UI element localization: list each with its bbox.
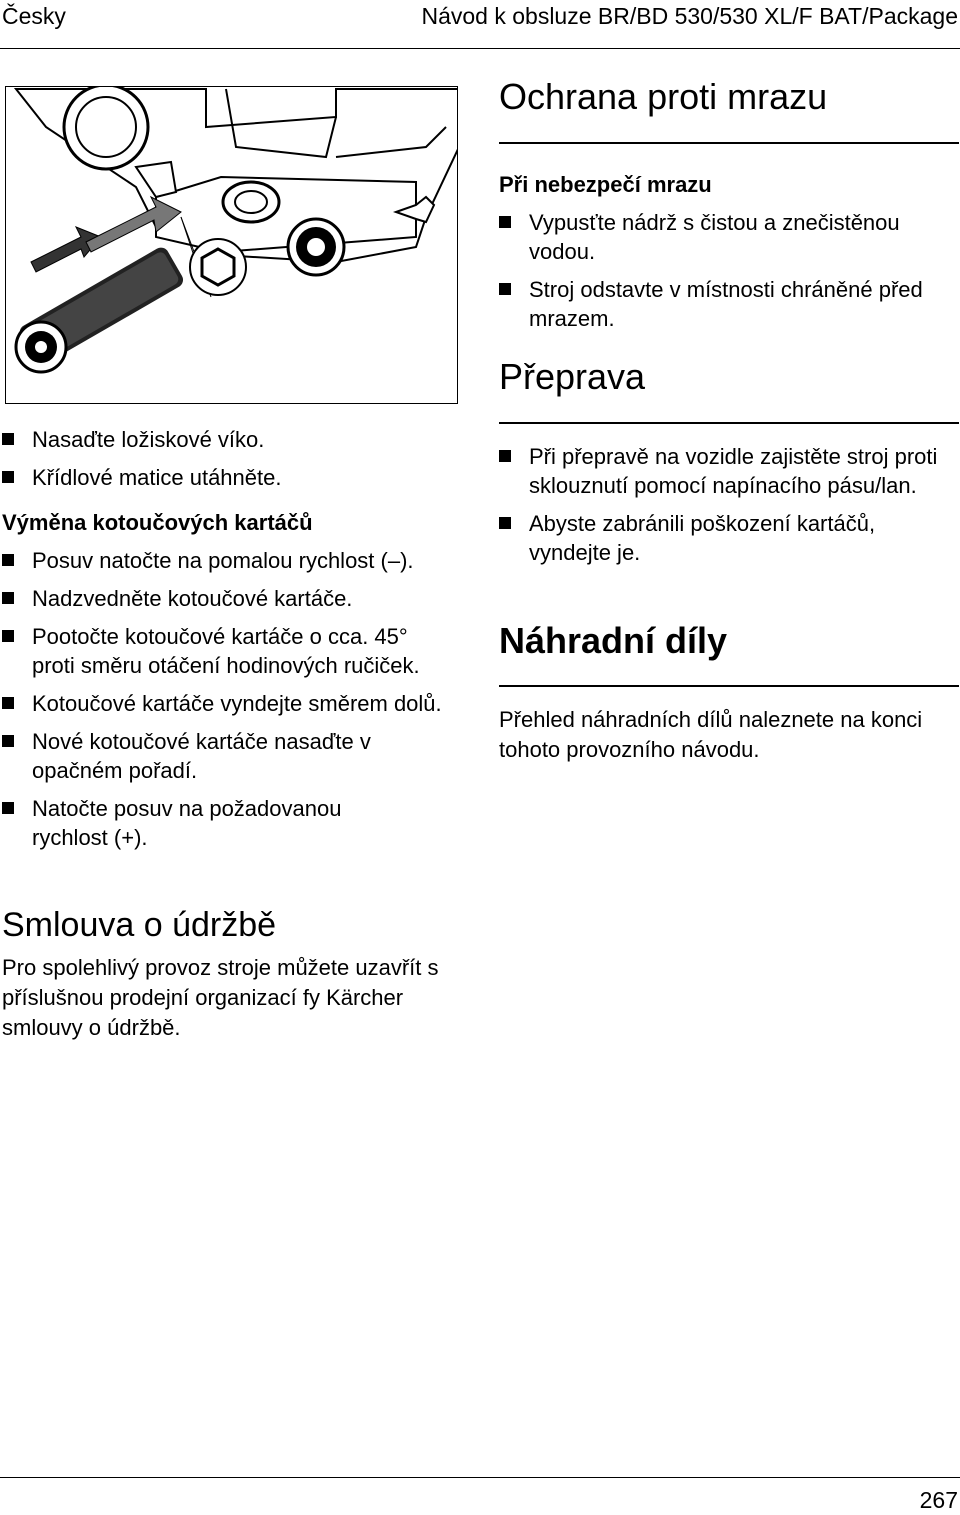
bullet-square-icon [499, 450, 511, 462]
frost-steps-list [499, 208, 959, 342]
list-item: Abyste zabránili poškození kartáčů, vyndejte je. [499, 509, 959, 567]
bullet-square-icon [2, 697, 14, 709]
list-item: Pootočte kotoučové kartáče o cca. 45° proti směru otáčení hodinových ručiček. [2, 622, 452, 680]
list-item: Vypusťte nádrž s čistou a znečistěnou vodou. [499, 208, 960, 266]
header-manual-title: Návod k obsluze BR/BD 530/530 XL/F BAT/Package [421, 3, 958, 29]
bullet-square-icon [2, 630, 14, 642]
frost-protection-title: Ochrana proti mrazu [499, 76, 828, 117]
maintenance-contract-text: Pro spolehlivý provoz stroje můžete uzavřít s příslušnou prodejní organizací fy Kärcher smlouvy o údržbě. [2, 955, 439, 1040]
transport-title: Přeprava [499, 356, 646, 397]
list-item: Posuv natočte na pomalou rychlost (–). [2, 546, 472, 575]
bullet-square-icon [2, 735, 14, 747]
bullet-square-icon [2, 592, 14, 604]
list-item: Křídlové matice utáhněte. [2, 463, 472, 492]
bullet-square-icon [2, 554, 14, 566]
frost-title-rule [499, 142, 959, 144]
maintenance-contract-title: Smlouva o údržbě [2, 906, 277, 944]
brush-illustration-svg [6, 87, 458, 404]
bullet-square-icon [2, 802, 14, 814]
header-divider [0, 48, 960, 49]
transport-steps-list [499, 442, 959, 576]
replace-steps-list [2, 546, 472, 861]
frost-danger-subheading: Při nebezpečí mrazu [499, 172, 712, 197]
bullet-square-icon [499, 283, 511, 295]
brush-replacement-illustration [5, 86, 458, 404]
list-item: Natočte posuv na požadovanou rychlost (+). [2, 794, 412, 852]
list-item: Nadzvedněte kotoučové kartáče. [2, 584, 472, 613]
bullet-square-icon [499, 517, 511, 529]
bullet-square-icon [499, 216, 511, 228]
spare-parts-title: Náhradní díly [499, 620, 728, 661]
list-item: Nasaďte ložiskové víko. [2, 425, 472, 454]
transport-title-rule [499, 422, 959, 424]
header-language: Česky [2, 3, 66, 29]
list-item: Nové kotoučové kartáče nasaďte v opačném pořadí. [2, 727, 422, 785]
spare-parts-title-rule [499, 685, 959, 687]
bullet-square-icon [2, 471, 14, 483]
bullet-square-icon [2, 433, 14, 445]
spare-parts-text: Přehled náhradních dílů naleznete na konci tohoto provozního návodu. [499, 707, 923, 762]
footer-divider [0, 1477, 960, 1478]
page-number: 267 [919, 1487, 958, 1513]
bearing-steps-list [2, 425, 472, 501]
list-item: Kotoučové kartáče vyndejte směrem dolů. [2, 689, 442, 718]
list-item: Stroj odstavte v místnosti chráněné před mrazem. [499, 275, 959, 333]
replace-brushes-heading: Výměna kotoučových kartáčů [2, 510, 313, 535]
list-item: Při přepravě na vozidle zajistěte stroj proti sklouznutí pomocí napínacího pásu/lan. [499, 442, 949, 500]
